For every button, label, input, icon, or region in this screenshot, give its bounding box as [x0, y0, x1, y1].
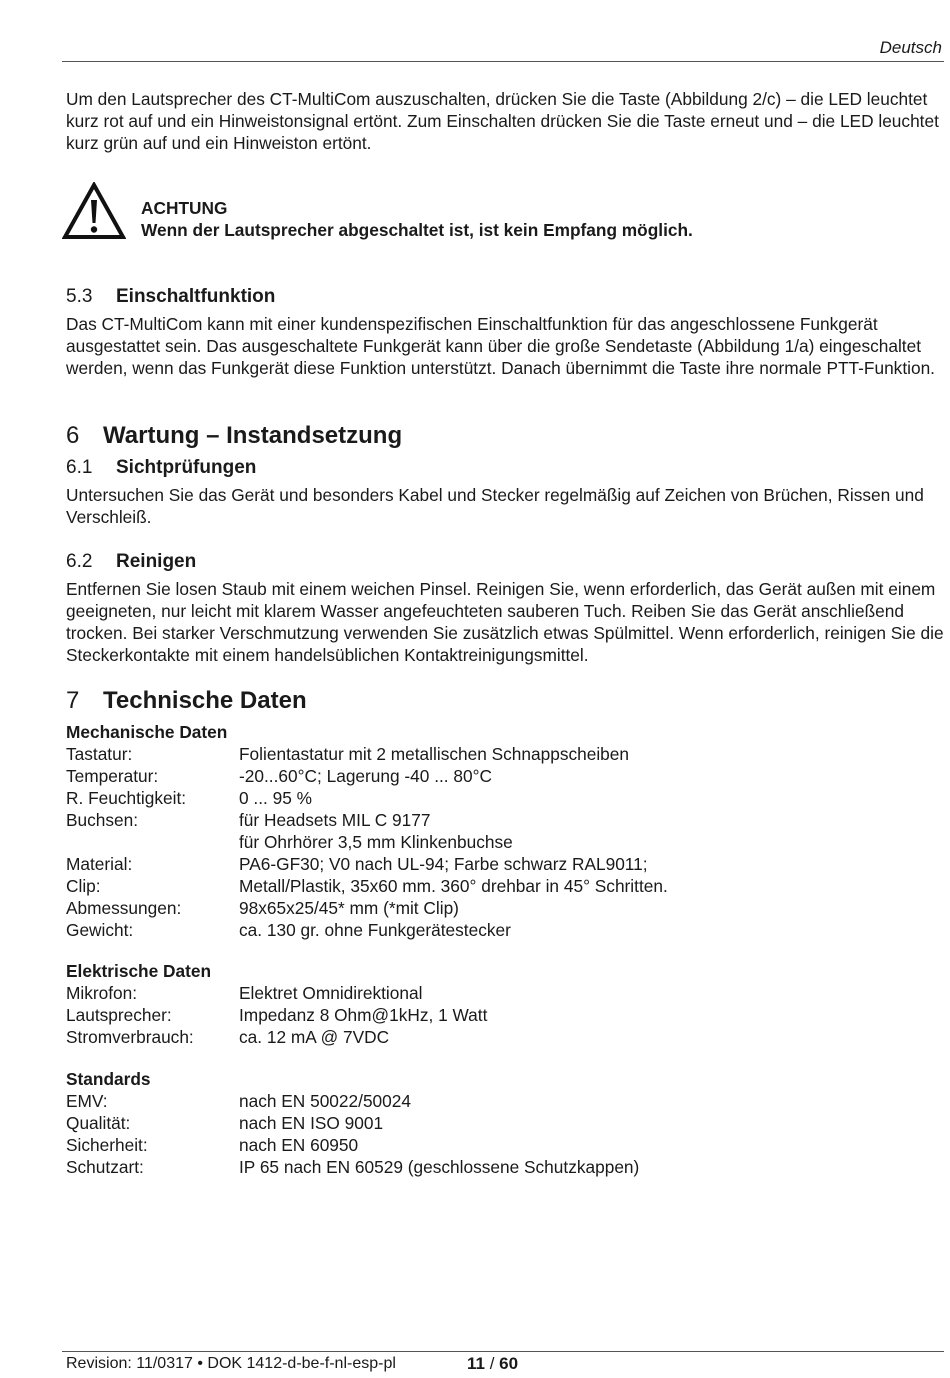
spec-value: -20...60°C; Lagerung -40 ... 80°C — [239, 766, 493, 786]
spec-key: Mikrofon: — [66, 983, 138, 1003]
spec-key: Schutzart: — [66, 1157, 144, 1177]
heading-title: Einschaltfunktion — [116, 286, 276, 307]
heading-number: 7 — [66, 687, 80, 714]
spec-value: nach EN 50022/50024 — [239, 1091, 411, 1111]
warning-text: Wenn der Lautsprecher abgeschaltet ist, ist kein Empfang möglich. — [141, 220, 693, 240]
spec-key: EMV: — [66, 1091, 108, 1111]
heading-7 — [66, 686, 307, 716]
page-separator: / — [484, 1354, 500, 1373]
section-6-1-paragraph: Untersuchen Sie das Gerät und besonders Kabel und Stecker regelmäßig auf Zeichen von Brüchen, Rissen und Verschleiß. — [66, 485, 924, 527]
spec-key: Buchsen: — [66, 810, 139, 830]
page-current: 11 — [467, 1354, 485, 1373]
spec-value: ca. 130 gr. ohne Funkgerätestecker — [239, 920, 511, 940]
standards-heading: Standards — [66, 1069, 151, 1089]
spec-value: Metall/Plastik, 35x60 mm. 360° drehbar in 45° Schritten. — [239, 876, 668, 896]
spec-key: Abmessungen: — [66, 898, 182, 918]
heading-6 — [66, 421, 402, 451]
section-5-3-paragraph: Das CT-MultiCom kann mit einer kundenspezifischen Einschaltfunktion für das angeschlossene Funkgerät ausgestattet sein. Das ausgeschaltete Funkgerät kann über die große Sendetaste (Abbildung 1/a) eingeschaltet werden, wenn das Funkgerät diese Funktion unterstützt. Danach übernimmt die Taste ihre normale PTT-Funktion. — [66, 314, 935, 378]
heading-number: 6.1 — [66, 457, 93, 478]
spec-key: Temperatur: — [66, 766, 159, 786]
spec-key: Material: — [66, 854, 133, 874]
electrical-heading: Elektrische Daten — [66, 961, 212, 981]
spec-value: Elektret Omnidirektional — [239, 983, 423, 1003]
heading-number: 6.2 — [66, 551, 93, 572]
heading-6-1 — [66, 456, 256, 480]
spec-key: Sicherheit: — [66, 1135, 148, 1155]
spec-value: nach EN 60950 — [239, 1135, 359, 1155]
mechanical-heading: Mechanische Daten — [66, 722, 228, 742]
heading-title: Wartung – Instandsetzung — [103, 422, 403, 449]
spec-value: Folientastatur mit 2 metallischen Schnappscheiben — [239, 744, 630, 764]
heading-title: Sichtprüfungen — [116, 457, 257, 478]
spec-key: Stromverbrauch: — [66, 1027, 194, 1047]
spec-value: 98x65x25/45* mm (*mit Clip) — [239, 898, 459, 918]
footer-divider — [62, 1351, 944, 1352]
spec-key: Qualität: — [66, 1113, 131, 1133]
footer-revision: Revision: 11/0317 • DOK 1412-d-be-f-nl-esp-pl — [66, 1355, 396, 1372]
heading-number: 5.3 — [66, 286, 93, 307]
heading-5-3 — [66, 285, 275, 309]
header-divider — [62, 61, 944, 62]
spec-value: IP 65 nach EN 60529 (geschlossene Schutzkappen) — [239, 1157, 640, 1177]
spec-value: PA6-GF30; V0 nach UL-94; Farbe schwarz RAL9011; — [239, 854, 648, 874]
spec-value: nach EN ISO 9001 — [239, 1113, 384, 1133]
page-total: 60 — [499, 1354, 519, 1373]
spec-key: R. Feuchtigkeit: — [66, 788, 187, 808]
intro-paragraph: Um den Lautsprecher des CT-MultiCom auszuschalten, drücken Sie die Taste (Abbildung 2/c) – die LED leuchtet kurz rot auf und ein Hinweistonsignal ertönt. Zum Einschalten drücken Sie die Taste erneut und – die LED leuchtet kurz grün auf und ein Hinweiston ertönt. — [66, 89, 939, 153]
page-number — [467, 1354, 518, 1374]
heading-title: Technische Daten — [103, 687, 307, 714]
heading-number: 6 — [66, 422, 80, 449]
spec-key: Lautsprecher: — [66, 1005, 172, 1025]
warning-triangle-icon — [62, 182, 126, 240]
spec-value: Impedanz 8 Ohm@1kHz, 1 Watt — [239, 1005, 488, 1025]
spec-key: Clip: — [66, 876, 101, 896]
spec-value: für Ohrhörer 3,5 mm Klinkenbuchse — [239, 832, 513, 852]
spec-key: Gewicht: — [66, 920, 134, 940]
section-6-2-paragraph: Entfernen Sie losen Staub mit einem weichen Pinsel. Reinigen Sie, wenn erforderlich, das Gerät außen mit einem geeigneten, nur leicht mit klarem Wasser angefeuchteten sauberen Tuch. Reiben Sie das Gerät anschließend trocken. Bei starker Verschmutzung verwenden Sie zusätzlich etwas Spülmittel. Wenn erforderlich, reinigen Sie die Steckerkontakte mit einem handelsüblichen Kontaktreinigungsmittel. — [66, 579, 944, 665]
spec-value: für Headsets MIL C 9177 — [239, 810, 431, 830]
heading-title: Reinigen — [116, 551, 197, 572]
spec-key: Tastatur: — [66, 744, 133, 764]
spec-value: ca. 12 mA @ 7VDC — [239, 1027, 390, 1047]
heading-6-2 — [66, 550, 196, 574]
header-language: Deutsch — [879, 38, 942, 57]
warning-title: ACHTUNG — [141, 198, 228, 218]
spec-value: 0 ... 95 % — [239, 788, 313, 808]
